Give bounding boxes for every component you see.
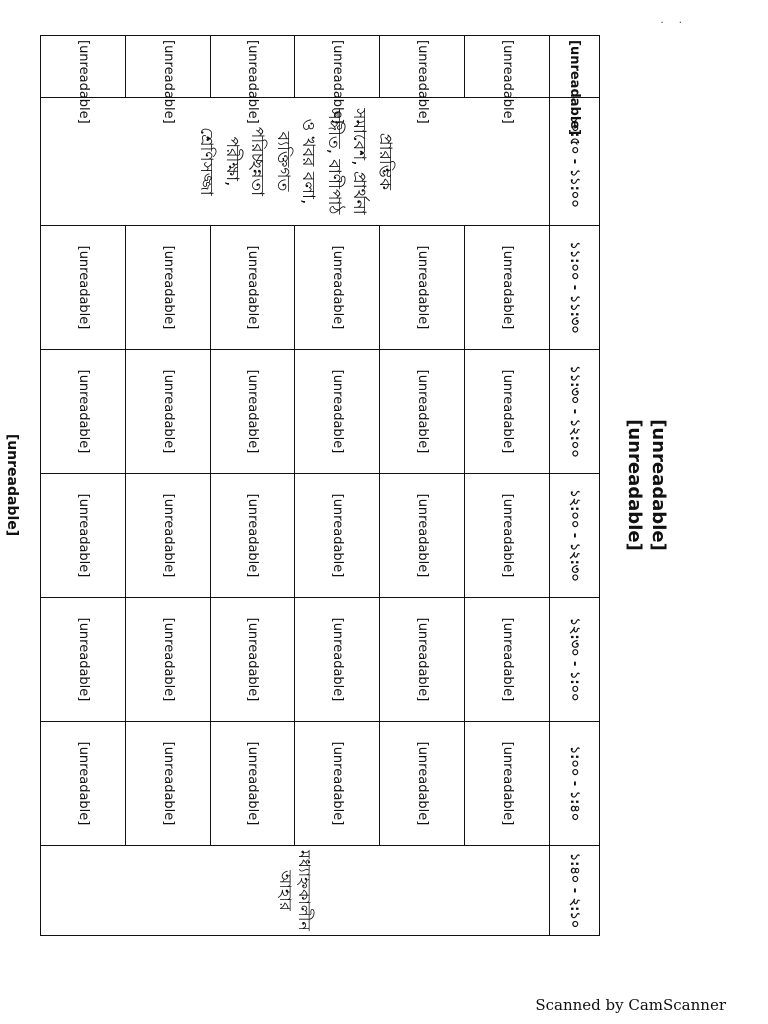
period-cell: [unreadable] (125, 226, 210, 350)
routine-table (40, 35, 600, 936)
period-cell: [unreadable] (295, 722, 380, 846)
period-cell: [unreadable] (295, 598, 380, 722)
period-cell: [unreadable] (41, 226, 126, 350)
day-cell: [unreadable] (41, 36, 126, 98)
period-cell: [unreadable] (125, 350, 210, 474)
period-cell: [unreadable] (125, 722, 210, 846)
assembly-line-1: প্রারম্ভিক সমাবেশ, প্রার্থনা সঙ্গীত, বাণীপাঠ ও খবর বলা, (298, 108, 395, 215)
header-day-cell: [unreadable] (549, 36, 599, 98)
lunch-cell (41, 846, 550, 936)
assembly-line-2: ব্যক্তিগত পরিচ্ছন্নতা পরীক্ষা, শ্রেণিসজ্জা (196, 126, 293, 197)
period-cell: [unreadable] (41, 350, 126, 474)
period-cell: [unreadable] (465, 226, 550, 350)
period-cell: [unreadable] (465, 598, 550, 722)
routine-title-line-2: [unreadable] (624, 419, 645, 551)
rotated-routine-block (4, 35, 669, 935)
period-cell: [unreadable] (380, 350, 465, 474)
time-slot-header: ১১:০০ - ১১:৩০ (549, 226, 599, 350)
table-row (465, 36, 550, 936)
period-cell: [unreadable] (210, 474, 295, 598)
day-cell: [unreadable] (295, 36, 380, 98)
period-cell: [unreadable] (125, 598, 210, 722)
period-cell: [unreadable] (465, 350, 550, 474)
period-cell: [unreadable] (465, 722, 550, 846)
period-cell: [unreadable] (465, 474, 550, 598)
assembly-cell (41, 98, 550, 226)
period-cell: [unreadable] (210, 226, 295, 350)
header-dots: · · (660, 18, 688, 29)
lunch-text: মধ্যাহ্নকালীন আহার (275, 850, 315, 931)
routine-title (622, 35, 670, 935)
period-cell: [unreadable] (210, 598, 295, 722)
time-slot-header: ১১:৩০ - ১২:০০ (549, 350, 599, 474)
period-cell: [unreadable] (380, 722, 465, 846)
day-cell: [unreadable] (210, 36, 295, 98)
footnote: [unreadable] (4, 433, 20, 537)
day-cell: [unreadable] (125, 36, 210, 98)
header-row (549, 36, 599, 936)
time-slot-header: ১০:৫০ - ১১:০০ (549, 98, 599, 226)
time-slot-header: ১২:৩০ - ১:০০ (549, 598, 599, 722)
time-slot-header: ১:৪০ - ২:১০ (549, 846, 599, 936)
period-cell: [unreadable] (380, 474, 465, 598)
routine-title-line-1: [unreadable] (648, 419, 669, 551)
period-cell: [unreadable] (41, 474, 126, 598)
scanner-watermark: Scanned by CamScanner (535, 996, 726, 1014)
period-cell: [unreadable] (210, 350, 295, 474)
period-cell: [unreadable] (295, 474, 380, 598)
period-cell: [unreadable] (125, 474, 210, 598)
period-cell: [unreadable] (41, 722, 126, 846)
period-cell: [unreadable] (380, 226, 465, 350)
period-cell: [unreadable] (380, 598, 465, 722)
period-cell: [unreadable] (210, 722, 295, 846)
period-cell: [unreadable] (41, 598, 126, 722)
period-cell: [unreadable] (295, 350, 380, 474)
time-slot-header: ১২:০০ - ১২:৩০ (549, 474, 599, 598)
day-cell: [unreadable] (465, 36, 550, 98)
time-slot-header: ১:০০ - ১:৪০ (549, 722, 599, 846)
day-cell: [unreadable] (380, 36, 465, 98)
period-cell: [unreadable] (295, 226, 380, 350)
